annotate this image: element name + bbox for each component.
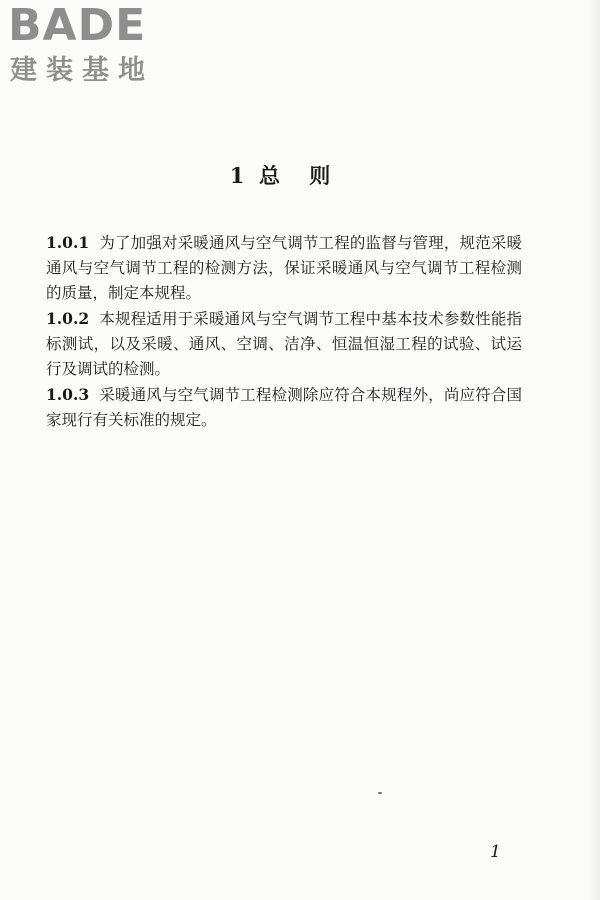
watermark-chinese-text: 建装基地: [10, 55, 154, 86]
chapter-heading: 1 总 则: [229, 163, 331, 188]
clause-list: [46, 230, 522, 433]
watermark-latin-text: BADE: [8, 0, 147, 51]
clause-number: 1.0.1: [46, 233, 90, 252]
watermark-logo: [8, 0, 178, 86]
page-number: 1: [490, 842, 501, 862]
clause-text: 本规程适用于采暖通风与空气调节工程中基本技术参数性能指标测试，以及采暖、通风、空调、洁净、恒温恒湿工程的试验、试运行及调试的检测。: [46, 310, 522, 378]
clause-1-0-2: [46, 306, 522, 382]
clause-number: 1.0.3: [46, 385, 90, 404]
scan-speck: [378, 792, 382, 794]
clause-1-0-1: [46, 230, 522, 306]
page-edge-shadow: [588, 0, 600, 900]
clause-1-0-3: [46, 382, 522, 433]
clause-text: 为了加强对采暖通风与空气调节工程的监督与管理，规范采暖通风与空气调节工程的检测方法，保证采暖通风与空气调节工程检测的质量，制定本规程。: [46, 234, 522, 302]
clause-text: 采暖通风与空气调节工程检测除应符合本规程外，尚应符合国家现行有关标准的规定。: [46, 386, 522, 429]
clause-number: 1.0.2: [46, 309, 90, 328]
